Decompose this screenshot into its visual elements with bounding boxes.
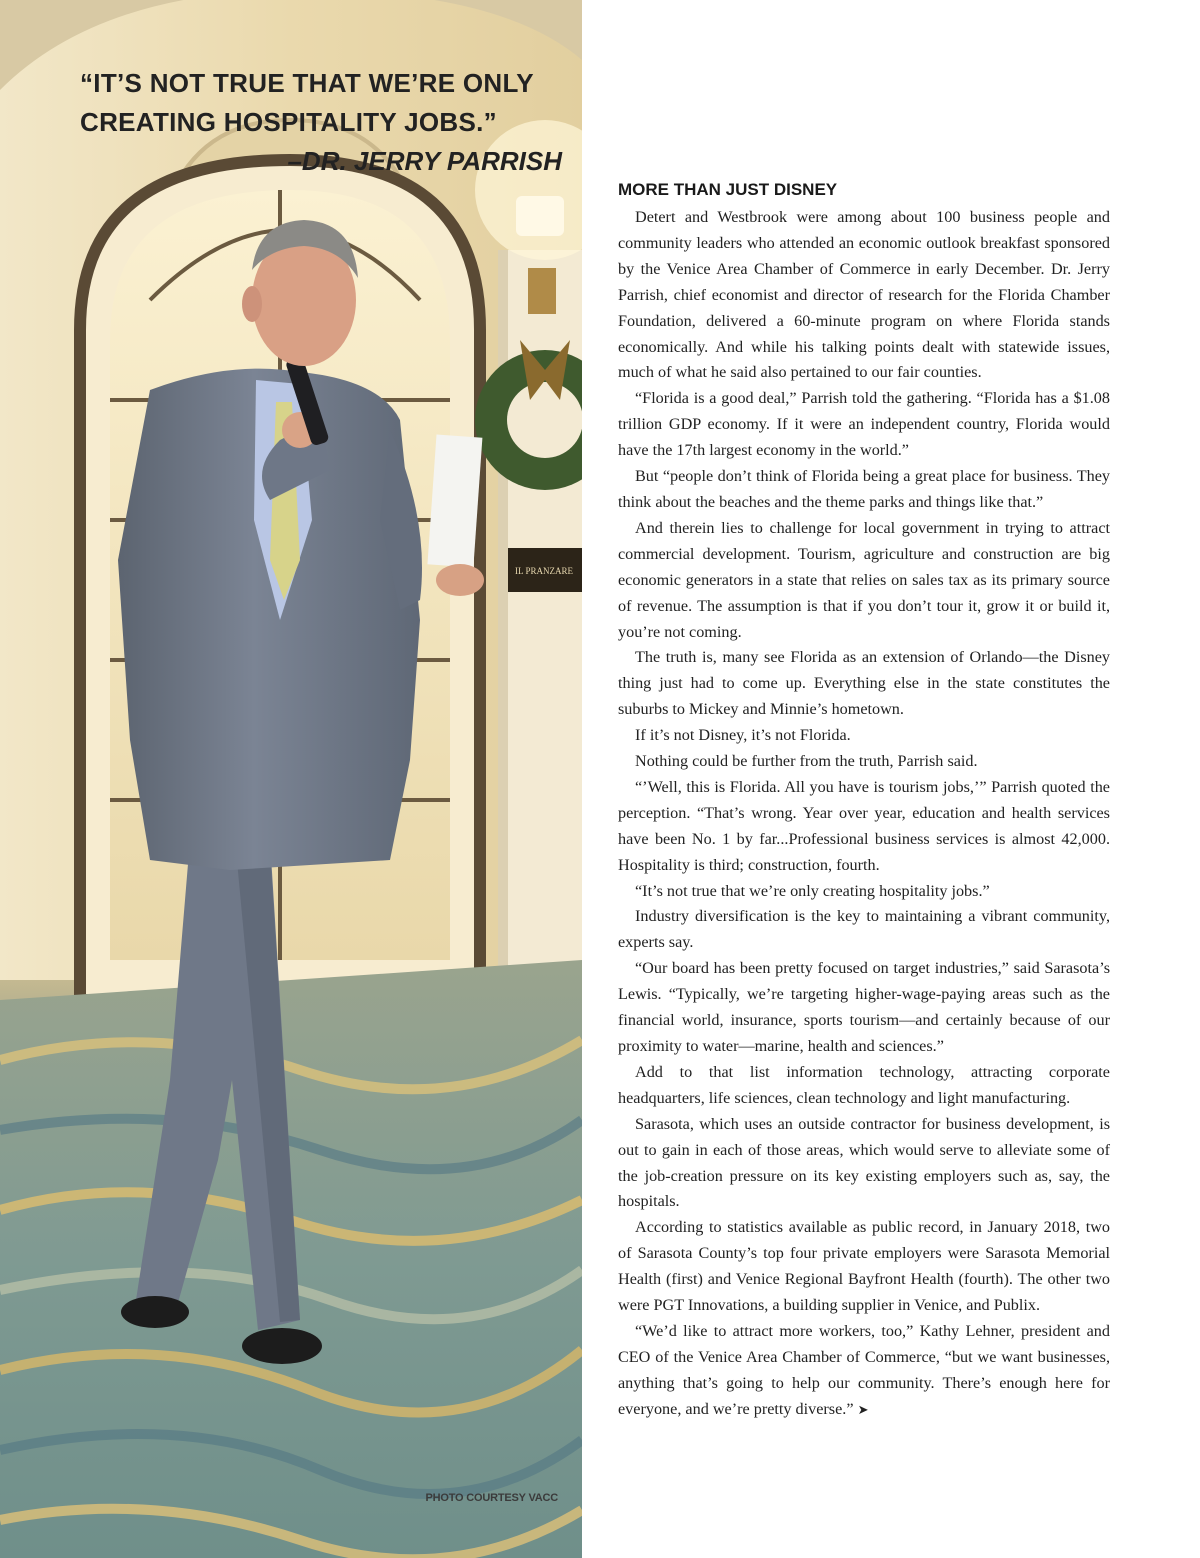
article-paragraph: If it’s not Disney, it’s not Florida. — [635, 726, 851, 745]
continue-arrow-icon: ➤ — [857, 1402, 869, 1418]
article-paragraph: Detert and Westbrook were among about 100 business people and community leaders who attended an economic outlook breakfast sponsored by the Venice Area Chamber of Commerce in early December. Dr. Jerry Parrish, chief economist and director of research for the Florida Chamber Foundation, delivered a 60-minute program on where Florida stands economically. And while his talking points dealt with statewide issues, much of what he said also pertained to our fair counties. — [618, 208, 1110, 382]
article-paragraph: “It’s not true that we’re only creating hospitality jobs.” — [635, 881, 990, 900]
pull-quote: “IT’S NOT TRUE THAT WE’RE ONLY CREATING HOSPITALITY JOBS.” — [80, 68, 534, 137]
article-paragraph: “’Well, this is Florida. All you have is tourism jobs,’” Parrish quoted the perception. “That’s wrong. Year over year, education and health services have been No. 1 by far...Professional business services is almost 42,000. Hospitality is third; construction, fourth. — [618, 777, 1110, 874]
photo-credit: PHOTO COURTESY VACC — [425, 1492, 558, 1504]
article-paragraph: “Florida is a good deal,” Parrish told the gathering. “Florida has a $1.08 trillion GDP economy. If it were an independent country, Florida would have the 17th largest economy in the world.” — [618, 389, 1110, 460]
article-final-paragraph — [618, 1319, 1110, 1424]
article-paragraph: According to statistics available as public record, in January 2018, two of Sarasota County’s top four private employers were Sarasota Memorial Health (first) and Venice Regional Bayfront Health (fourth). The other two were PGT Innovations, a building supplier in Venice, and Publix. — [618, 1218, 1110, 1315]
pull-quote-attribution: –DR. JERRY PARRISH — [287, 146, 562, 176]
event-photo — [0, 0, 582, 1558]
article-paragraph: Add to that list information technology, attracting corporate headquarters, life sciences, clean technology and light manufacturing. — [618, 1062, 1110, 1107]
photo-illustration — [0, 0, 582, 1558]
article-paragraph: Sarasota, which uses an outside contractor for business development, is out to gain in each of those areas, which would serve to alleviate some of the job-creation pressure on its key existing employers such as, say, the hospitals. — [618, 1114, 1110, 1211]
article-paragraph: But “people don’t think of Florida being a great place for business. They think about the beaches and the theme parks and things like that.” — [618, 467, 1110, 511]
article-paragraph: Industry diversification is the key to maintaining a vibrant community, experts say. — [618, 907, 1110, 952]
article-paragraph: And therein lies to challenge for local government in trying to attract commercial development. Tourism, agriculture and construction are big economic generators in a state that relies on sales tax as its primary source of revenue. The assumption is that if you don’t tour it, grow it or build it, you’re not coming. — [618, 518, 1110, 641]
section-heading: MORE THAN JUST DISNEY — [618, 180, 838, 199]
article-column — [618, 178, 1110, 1424]
article-paragraph-text: “We’d like to attract more workers, too,” Kathy Lehner, president and CEO of the Venice Area Chamber of Commerce, “but we want businesses, anything that’s going to help our community. There’s enough here for everyone, and we’re pretty diverse.” — [618, 1321, 1110, 1418]
room-sign-text: IL PRANZARE — [515, 566, 573, 576]
article-paragraph: Nothing could be further from the truth, Parrish said. — [635, 752, 978, 771]
article-paragraph: “Our board has been pretty focused on target industries,” said Sarasota’s Lewis. “Typically, we’re targeting higher-wage-paying areas such as the financial world, insurance, sports tourism—and certainly because of our proximity to water—marine, health and sciences.” — [618, 959, 1110, 1055]
article-paragraph: The truth is, many see Florida as an extension of Orlando—the Disney thing just had to come up. Everything else in the state constitutes the suburbs to Mickey and Minnie’s hometown. — [618, 648, 1110, 719]
